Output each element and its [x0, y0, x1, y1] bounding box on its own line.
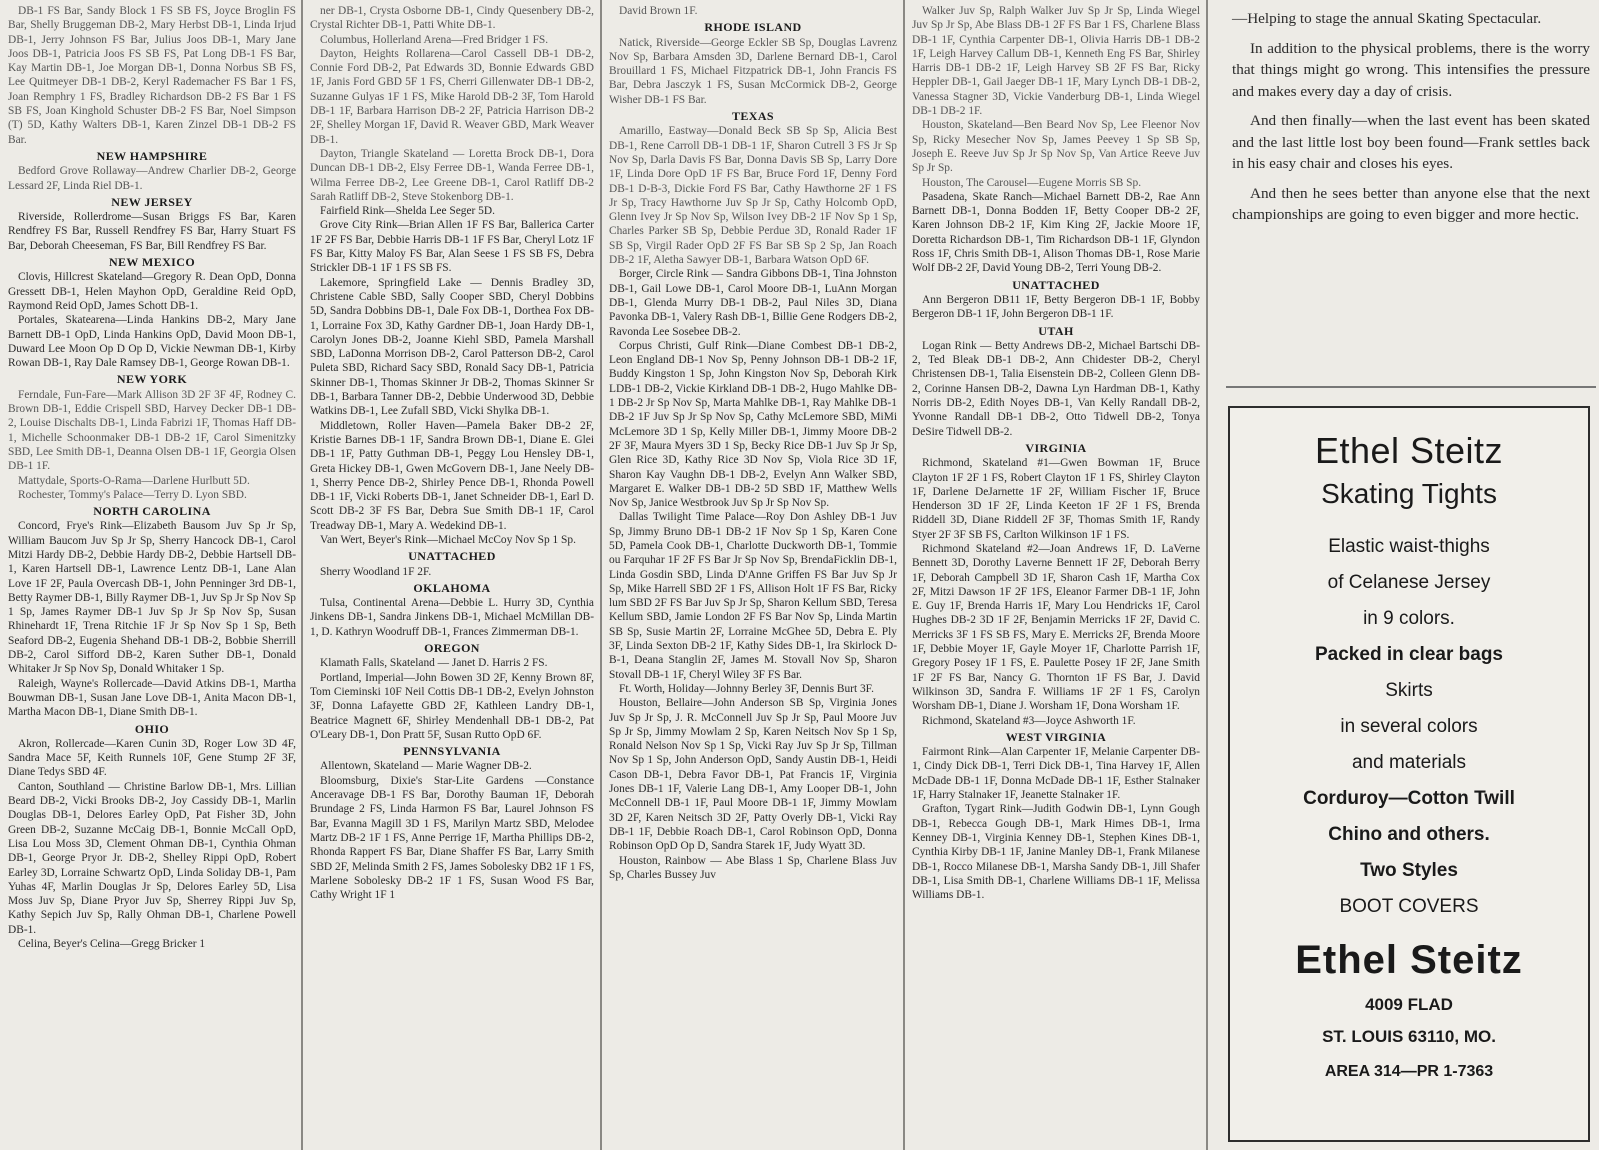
state-heading: NORTH CAROLINA — [93, 504, 211, 519]
rink-results: Logan Rink — Betty Andrews DB-2, Michael Bartschi DB-2, Ted Bleak DB-1 DB-2, Ann Chidester DB-2, Cheryl Christensen DB-1, Talia Eisenstein DB-2, Colleen Glenn DB-2, Corinne Hansen DB-2, Dawna Lyn Hardman DB-1, Kathy Norris DB-2, Edith Noyes DB-1, Van Kelly Randall DB-2, Yvonne Randall DB-1 DB-2, Otto Tidwell DB-2, Tonya DeSire Tidwell DB-2. — [912, 339, 1200, 438]
state-heading: OKLAHOMA — [413, 580, 491, 595]
state-heading: TEXAS — [731, 109, 774, 124]
ad-line: in several colors — [1340, 716, 1478, 737]
state-heading: NEW YORK — [116, 372, 188, 387]
rink-results: Houston, Bellaire—John Anderson SB Sp, Virginia Jones Juv Sp Jr Sp, J. R. McConnell Juv Sp Jr Sp, Paul Moore Juv Sp Jr Sp, Jimmy Mowlam 2 Sp, Karen Neitsch Nov Sp 1 Sp, Ronald Nelson Nov Sp 1 Sp, Vicki Ray Juv Sp Jr Sp, Tillman Nov Sp 1 Sp, John Anderson OpD, Sandy Austin DB-1, Heidi Cason DB-1, Debra Favor DB-1, Pat Francis 1F, Virginia Jones DB-1 1F, Valerie Lang DB-1, Amy Looper DB-1, John McConnell DB-1 1F, Paul Moore DB-1 1F, Jimmy Mowlam 3D 2F, Karen Neitsch 3D 2F, Patty Overly DB-1, Vicki Ray DB-1 1F, Debbie Roach DB-1, Carol Robinson OpD, Donna Robinson OpD Op D, Sandra Starek 1F, Judy Wyatt 3D. — [609, 697, 897, 853]
state-heading: NEW HAMPSHIRE — [96, 148, 208, 163]
ad-line: BOOT COVERS — [1339, 896, 1479, 917]
ad-line: of Celanese Jersey — [1327, 572, 1491, 593]
ad-brand: Ethel Steitz — [1314, 430, 1504, 471]
rink-results: Portales, Skatearena—Linda Hankins DB-2, Mary Jane Barnett DB-1 OpD, Linda Hankins OpD, David Moon DB-1, Duward Lee Moon Op D Op D, Vickie Newman DB-1, Kirby Rowan DB-1, Ray Dale Ramsey DB-1, George Rowan DB-1. — [8, 314, 296, 370]
ad-line: and materials — [1351, 752, 1467, 773]
ad-line: Elastic waist-thighs — [1328, 536, 1490, 557]
ad-line: Skirts — [1385, 680, 1433, 701]
rink-results: Allentown, Skateland — Marie Wagner DB-2. — [320, 760, 532, 773]
rink-results: Sherry Woodland 1F 2F. — [320, 565, 432, 578]
column-rule — [600, 0, 602, 1150]
rink-results: Tulsa, Continental Arena—Debbie L. Hurry 3D, Cynthia Jinkens DB-1, Sandra Jinkens DB-1, Michael McMillan DB-1, D. Kathryn Woodruff DB-1, Frances Zimmerman DB-1. — [310, 597, 594, 638]
state-heading: NEW JERSEY — [111, 194, 193, 209]
rink-results: Grafton, Tygart Rink—Judith Godwin DB-1, Lynn Gough DB-1, Rebecca Gough DB-1, Mark Himes DB-1, Irma Kenney DB-1, Virginia Kenney DB-1, Stephen Kines DB-1, Cynthia Kirby DB-1 1F, Janine Manley DB-1, Frank Milanese DB-1, Rocco Milanese DB-1, Marsha Sandy DB-1, Jill Shafer DB-1, Lisa Smith DB-1, Charlene Williams DB-1 1F, Melissa Williams DB-1. — [912, 803, 1200, 902]
state-heading: NEW MEXICO — [108, 255, 196, 270]
rink-results: Ann Bergeron DB11 1F, Betty Bergeron DB-1 1F, Bobby Bergeron DB-1 1F, John Bergeron DB-1 1F. — [912, 293, 1200, 321]
rink-results: Ferndale, Fun-Fare—Mark Allison 3D 2F 3F 4F, Rodney C. Brown DB-1, Eddie Crispell SBD, Harvey Decker DB-1 DB-2, Louise Dischalts DB-1, Linda Fabrizi 1F, Thomas Haff DB-1, Michelle Schoonmaker DB-1 DB-2 1F, Carol Simenitzky SBD, Lee Smith DB-1, Deanna Olsen DB-1 1F, Georgia Olsen DB-1 1F. — [8, 388, 296, 473]
rink-results: Riverside, Rollerdrome—Susan Briggs FS Bar, Karen Rendfrey FS Bar, Russell Rendfrey FS Bar, Harry Stuart FS Bar, Deborah Cheeseman, FS Bar, Bill Rendfrey FS Bar. — [8, 211, 296, 252]
advertisement — [1228, 406, 1590, 1142]
state-heading: PENNSYLVANIA — [403, 744, 501, 759]
essay-paragraph: —Helping to stage the annual Skating Spectacular. — [1232, 10, 1542, 27]
rink-results: Bloomsburg, Dixie's Star-Lite Gardens —Constance Anceravage DB-1 FS Bar, Dorothy Bauman 1F, Deborah Brundage 2 FS, Linda Harmon FS Bar, Laurel Johnson FS Bar, Evanna Magill 3D 1 FS, Marilyn Martz SBD, Melodee Martz DB-2 1F 1 FS, Anne Perrige 1F, Martha Phillips DB-2, Rhonda Rappert FS Bar, Diane Shaffer FS Bar, Larry Smith SBD 2F, Melinda Smith 2 FS, James Sobolesky DB2 1F 1 FS, Marlene Sobolesky DB-2 1F 1 FS, Susan Wood FS Bar, Cathy Wright 1F 1 — [310, 774, 594, 902]
rink-results: Dayton, Heights Rollarena—Carol Cassell DB-1 DB-2, Connie Ford DB-2, Pat Edwards 3D, Bonnie Edwards GBD 1F, Janis Ford GBD 5F 1 FS, Cherri Gillenwater DB-1 DB-2, Suzanne Gulyas 1F 1 FS, Mike Harold DB-2 3F, Tom Harold DB-1 1F, Barbara Harrison DB-2 2F, Patricia Harrison DB-2 2F, Shelley Morgan 1F, David R. Weaver GBD, Mark Weaver DB-1. — [310, 47, 594, 146]
rink-results: Richmond Skateland #2—Joan Andrews 1F, D. LaVerne Bennett 3D, Dorothy Laverne Bennett 1F 2F, Deborah Berry 1F, Deborah Campbell 3D 1F, Sharon Cash 1F, Martha Cox 2F, Mitzi Dawson 1F 2F 1FS, Eleanor Farmer DB-1 1F, John E. Guy 1F, Brenda Harris 1F, Mary Lou Hendricks 1F, Carol Hughes DB-2 3D 1F 2F, Benjamin Merricks 1F 2F, David C. Merricks 3F 1 FS SB FS, Mary E. Merricks 2F, Brenda Moore 1F, Debbie Moyer 1F, Gayle Moyer 1F, Charlotte Parrish 1F, Gregory Posey 1F 1 FS, E. Paulette Posey 1F 2F, Jane Smith 1F 2F FS Bar, Nancy G. Thornton 1F FS Bar, J. David Wilkinson 3D, Sandra F. Williams 1F 2F 1 FS, Carolyn Worsham DB-1, Diane J. Worsham 1F, Dona Worsham 1F. — [912, 542, 1200, 713]
results-column-4 — [906, 0, 1204, 1150]
rink-results: Dayton, Triangle Skateland — Loretta Brock DB-1, Dora Duncan DB-1 DB-2, Elsy Ferree DB-1, Wanda Ferree DB-1, Wilma Ferree DB-2, Lee Greene DB-1, Carol Ratliff DB-2 Sarah Ratliff DB-2, Steve Stokenborg DB-1. — [310, 147, 594, 203]
rink-results: Klamath Falls, Skateland — Janet D. Harris 2 FS. — [320, 657, 548, 670]
ad-line: Corduroy—Cotton Twill — [1303, 788, 1515, 809]
column-rule — [903, 0, 905, 1150]
state-heading: VIRGINIA — [1025, 440, 1087, 455]
rink-results: Dallas Twilight Time Palace—Roy Don Ashley DB-1 Juv Sp, Jimmy Bruno DB-1 DB-2 1F Nov Sp 1 Sp, Karen Cone 5D, Pamela Cook DB-1, Charlotte Duckworth DB-1, Tommie ou Farquhar 1F 2F FS Bar Jr Sp Nov Sp, BrendaFicklin DB-1, Linda Gosdin SBD, Linda D'Anne Griffen FS Bar Juv Sp Jr Sp, Mike Harrell SBD 2F 1 FS, Allison Holt 1F FS Bar, Ricky lum SBD 2F FS Bar Juv Sp Jr Sp, Sharon Kellum SBD, Teresa Kellum SBD, Jamie London 2F FS Bar Nov Sp, Linda Martin SB Sp, Susie Martin 2F, Lorraine McGhee 5D, Debra E. Ply 3F, Linda Sexton DB-2 1F, Kathy Sides DB-1, Ira Skirlock D-B-1, Deana Stanglin 2F, James M. Stovall Nov Sp, Sharon Stovall DB-1 1F, Cheryl Wiley 3F FS Bar. — [609, 511, 897, 681]
column-rule — [1206, 0, 1208, 1150]
ad-phone: AREA 314—PR 1-7363 — [1324, 1063, 1494, 1080]
rink-results: Mattydale, Sports-O-Rama—Darlene Hurlbutt 5D. — [18, 474, 250, 487]
rink-results: Canton, Southland — Christine Barlow DB-1, Mrs. Lillian Beard DB-2, Vicki Brooks DB-2, Joy Cassidy DB-1, Marlin Douglas DB-1, Delores Earley OpD, Pat Fisher 3D, John Green DB-2, Suzanne McCaig DB-1, Bonnie McCall OpD, Lisa Lou Moss 3D, Clement Ohman DB-1, Cynthia Ohman DB-1, George Pryor Jr. DB-2, Shelley Rippi OpD, Robert Earley 3D, Lorraine Schwartz OpD, Linda Soliday DB-1, Pam Yuhas 4F, Marlin Douglas Jr Sp, Delores Earley 5D, Lisa Moss Juv Sp, Diane Pryor Juv Sp, Sherrey Rippi Juv Sp, Kathy Sepich Juv Sp, Rally Ohman DB-1, Charlene Powell DB-1. — [8, 780, 296, 936]
rink-results: Borger, Circle Rink — Sandra Gibbons DB-1, Tina Johnston DB-1, Gail Lowe DB-1, Carol Moore DB-1, LuAnn Morgan DB-1, Glenda Murry DB-1 DB-2, Paul Niles 3D, Diana Pavonka DB-1, Valery Rash DB-1, Billie Gene Rodgers DB-2, Ravonda Lee Sosebee DB-2. — [609, 268, 897, 338]
ad-address-city: ST. LOUIS 63110, MO. — [1322, 1027, 1496, 1046]
rink-results: Fairfield Rink—Shelda Lee Seger 5D. — [320, 205, 495, 218]
rink-results: Raleigh, Wayne's Rollercade—David Atkins DB-1, Martha Bouwman DB-1, Susan Jane Love DB-1, Anita Macon DB-1, Martha Macon DB-1, Diane Smith DB-1. — [8, 677, 296, 719]
rink-results: Ft. Worth, Holiday—Johnny Berley 3F, Dennis Burt 3F. — [619, 682, 874, 695]
results-column-3 — [603, 0, 901, 1150]
section-divider — [1226, 386, 1596, 388]
rink-results: Bedford Grove Rollaway—Andrew Charlier DB-2, George Lessard 2F, Linda Riel DB-1. — [8, 165, 296, 192]
state-heading: UNATTACHED — [1012, 277, 1100, 292]
rink-results: Celina, Beyer's Celina—Gregg Bricker 1 — [18, 938, 206, 950]
rink-results: Portland, Imperial—John Bowen 3D 2F, Kenny Brown 8F, Tom Cieminski 10F Neil Cottis DB-1 DB-2, Evelyn Johnston 3F, Donna Lafayette GBD 2F, Kathleen Landry DB-1, Beatrice Magnett 6F, Shirley Mendenhall DB-1 DB-2, Pat O'Leary DB-1, Don Pratt 5F, Susan Rutto OpD 6F. — [310, 671, 594, 741]
essay-paragraph: And then finally—when the last event has been skated and the last little lost boy been found—Frank settles back in his easy chair and closes his eyes. — [1232, 112, 1590, 172]
rink-results: Van Wert, Beyer's Rink—Michael McCoy Nov Sp 1 Sp. — [320, 533, 576, 546]
state-heading: UNATTACHED — [408, 549, 496, 564]
rink-results: David Brown 1F. — [619, 5, 698, 17]
state-heading: OREGON — [424, 641, 480, 656]
rink-results: Clovis, Hillcrest Skateland—Gregory R. Dean OpD, Donna Gressett DB-1, Helen Mayhon OpD, Geraldine Reid OpD, Raymond Reid OpD, James Schott DB-1. — [8, 271, 296, 312]
ad-product: Skating Tights — [1321, 478, 1497, 509]
ad-line: in 9 colors. — [1363, 608, 1455, 629]
rink-results: Middletown, Roller Haven—Pamela Baker DB-2 2F, Kristie Barnes DB-1 1F, Sandra Brown DB-1, Diane E. Glei DB-1 1F, Patty Guthman DB-1, Peggy Lou Hensley DB-1, Greta Hickey DB-1, Gwen McGovern DB-1, Jane Neely DB-1, Sherry Pence DB-2, Shirley Pence DB-1, Rhonda Powell DB-1 1F, Vicki Roberts DB-1, Janet Schneider DB-1, Earl D. Scott DB-2 3F FS Bar, Debra Sue Smith DB-1 1F, Carol Treadway DB-1, Mary A. Wedekind DB-1. — [310, 419, 594, 532]
rink-results: Natick, Riverside—George Eckler SB Sp, Douglas Lavrenz Nov Sp, Barbara Amsden 3D, Darlene Bernard DB-1, Carol Brouillard 1 FS, Michael Fitzpatrick DB-1, John Francis FS Bar, Debra Jasczyk 1 FS, Susan McCormick DB-2, George Wisher DB-1 FS Bar. — [609, 36, 897, 106]
ad-brand-footer: Ethel Steitz — [1295, 938, 1523, 982]
rink-results: Pasadena, Skate Ranch—Michael Barnett DB-2, Rae Ann Barnett DB-1, Donna Bodden 1F, Betty Cooper DB-2 2F, Karen Johnson DB-2 1F, Kim King 2F, Jackie Moore 1F, Doretta Richardson DB-1, Tim Richardson DB-1 1F, Glyndon Ross 1F, Chris Smith DB-1, Alison Thomas DB-1, Rose Marie Wolf DB-2 2F, David Young DB-2, Terri Young DB-2. — [912, 190, 1200, 275]
column-rule — [301, 0, 303, 1150]
rink-results: Grove City Rink—Brian Allen 1F FS Bar, Ballerica Carter 1F 2F FS Bar, Debbie Harris DB-1 1F FS Bar, Cheryl Lotz 1F FS Bar, Kitty Maloy FS Bar, Alan Seese 1 FS SB FS, Debra Strickler DB-1 1F 1 FS SB FS. — [310, 219, 594, 275]
state-heading: RHODE ISLAND — [704, 20, 802, 35]
rink-results: Lakemore, Springfield Lake — Dennis Bradley 3D, Christene Cable SBD, Sally Cooper SBD, Cheryl Dobbins 5D, Sandra Dobbins DB-1, Dale Fox DB-1, Dorthea Fox DB-1, Lorraine Fox 3D, Kathy Gardner DB-1, Joan Hardy DB-1, Carolyn Jones DB-2, Joanne Kiehl SBD, Pamela Marshall SBD, LaDonna Morrison DB-2, Carol Patterson DB-2, Carol Puleta SBD, Richard Sacy SBD, Ronald Sacy DB-1, Patricia Skinner DB-1, Thomas Skinner Jr DB-2, Thomas Skinner Sr DB-1, Barbara Tanner DB-2, Debbie Underwood 3D, Debbie Watkins DB-1, Lee Zufall SBD, Vicki Shylka DB-1. — [310, 276, 594, 418]
rink-results: Concord, Frye's Rink—Elizabeth Bausom Juv Sp Jr Sp, William Baucom Juv Sp Jr Sp, Sherry Hancock DB-1, Carol Mitzi Hardy DB-2, Debbie Hardy DB-2, Debbie Hartsell DB-1, Karen Hartsell DB-1, Lawrence Lentz DB-1, Lane Alan Love 1F 2F, Paula Overcash DB-1, John Penninger 3rd DB-1, Betty Raymer DB-1, Billy Raymer DB-1, Juv Sp Jr Sp Nov Sp 1 Sp, James Raymer DB-1 Juv Sp Jr Sp Nov Sp, Susan Rhinehardt 1F, Trena Ritchie 1F Jr Sp Nov Sp 1 Sp, Beth Seaford DB-2, Eugenia Shehand DB-1 DB-2, Bobbie Sherrill DB-2, Carol Sifford DB-2, Karen Suther DB-1, Donald Whitaker Jr Sp Nov Sp, Donald Whitaker 1 Sp. — [8, 520, 296, 676]
rink-results: ner DB-1, Crysta Osborne DB-1, Cindy Quesenbery DB-2, Crystal Richter DB-1, Patti White DB-1. — [310, 5, 594, 32]
ad-address-street: 4009 FLAD — [1365, 995, 1453, 1014]
results-column-2 — [304, 0, 598, 1150]
rink-results: Corpus Christi, Gulf Rink—Diane Combest DB-1 DB-2, Leon England DB-1 Nov Sp, Penny Johnson DB-1 DB-2 1F, Buddy Kingston 1 Sp, John Kingston Nov Sp, Deborah Kirk LDB-1 DB-2, Vickie Kirkland DB-1 DB-2, Hugo Mahlke DB-1 DB-2 Jr Sp Nov Sp, Marta Mahlke DB-1, Ray Mahlke DB-1 DB-2 1F Juv Sp Jr Sp Nov Sp, Cathy McLemore SBD, MiMi McLemore 3D 1 Sp, Kelly Miller DB-1, Jimmy Moore DB-2 2F 3F, Maura Myers 3D 1 Sp, Becky Rice DB-1 Juv Sp Jr Sp, Glen Rice 3D, Kathy Rice 3D Nov Sp, Viola Rice 3D 1F, Sharon Kay Vaughn DB-1 DB-2, Evelyn Ann Walker SBD, Margaret E. Walker DB-1 DB-2 5D SBD 1F, Matthew Wells Nov Sp, Janice Westbrook Juv Sp Jr Sp Nov Sp. — [609, 339, 897, 510]
rink-results: Richmond, Skateland #1—Gwen Bowman 1F, Bruce Clayton 1F 2F 1 FS, Robert Clayton 1F 1 FS, Shirley Clayton 1F, Darlene DeJarnette 1F 2F, William Fischer 1F, Bruce Henderson 3D 1F 2F, Linda Keeton 1F 2F 1 FS, Brenda Riddell 3D, Diane Riddell 2F 3F, Thomas Smith 1F, Randy Styer 2F 3F SB FS, Carlton Wilkinson 1F 1 FS. — [912, 457, 1200, 541]
state-heading: WEST VIRGINIA — [1005, 729, 1107, 744]
rink-results: Akron, Rollercade—Karen Cunin 3D, Roger Low 3D 4F, Sandra Mace 5F, Keith Runnels 10F, Gene Stump 2F 3F, Diane Tedys SBD 4F. — [8, 737, 296, 779]
rink-results: Houston, Skateland—Ben Beard Nov Sp, Lee Fleenor Nov Sp, Ricky Mesecher Nov Sp, James Peevey 1 Sp SB Sp, Joseph E. Reeve Juv Sp Jr Sp Nov Sp, Van Artice Reeve Juv Sp Jr Sp. — [912, 119, 1200, 175]
rink-results: Columbus, Hollerland Arena—Fred Bridger 1 FS. — [320, 33, 549, 46]
essay-paragraph: And then he sees better than anyone else that the next championships are going to even bigger and more hectic. — [1232, 184, 1590, 223]
rink-results: Fairmont Rink—Alan Carpenter 1F, Melanie Carpenter DB-1, Cindy Dick DB-1, Terri Dick DB-1, Tina Harvey 1F, Allen McDade DB-1 1F, Donna McDade DB-1 1F, Esther Stalnaker 1F, Harry Stalnaker 1F, Jeanette Stalnaker 1F. — [912, 746, 1200, 802]
ad-line: Packed in clear bags — [1315, 644, 1503, 665]
ad-line: Two Styles — [1360, 860, 1458, 881]
feature-article-ending — [1232, 8, 1590, 234]
ad-line: Chino and others. — [1328, 824, 1490, 845]
results-column-1 — [2, 0, 300, 1150]
essay-paragraph: In addition to the physical problems, there is the worry that things might go wrong. This intensifies the pressure and makes every day a day of crisis. — [1232, 39, 1590, 100]
rink-results: DB-1 FS Bar, Sandy Block 1 FS SB FS, Joyce Broglin FS Bar, Shelly Bruggeman DB-2, Mary Herbst DB-1, Linda Irjud DB-1, Jerry Johnson FS Bar, Julius Joos DB-1, Mary Jane Joos DB-1, Patricia Joos FS SB FS, Pat Long DB-1 FS Bar, Kay Martin DB-1, Joe Morgan DB-1, Donna Norbus SB FS, Lee Quitmeyer DB-1 DB-2, Keryl Rademacher FS Bar 1 FS, Joan Remphry 1 FS, Bradley Richardson DB-2 FS Bar 1 FS SB FS, Joan Kinghold Schuster DB-2 FS Bar, Noel Simpson (T) 5D, Kathy Walters DB-1, Karen Zinzel DB-1 DB-2 FS Bar. — [8, 5, 296, 146]
rink-results: Walker Juv Sp, Ralph Walker Juv Sp Jr Sp, Linda Wiegel Juv Sp Jr Sp, Abe Blass DB-1 2F FS Bar 1 FS, Charlene Blass DB-1 1F, Cynthia Carpenter DB-1, Olivia Harris DB-1 DB-2 1F, Leigh Harvey Callum DB-1, Kenneth Eng FS Bar, Shirley Harris DB-1 DB-2 1F, Leigh Harvey SB 2F FS Bar, Ricky Heppler DB-1, Gail Jaeger DB-1 1F, Mary Lynch DB-1 DB-2, Vanessa Stagner 3D, Vickie Vanderburg DB-1, Linda Wiegel DB-1 DB-2 1F. — [912, 5, 1200, 118]
rink-results: Houston, Rainbow — Abe Blass 1 Sp, Charlene Blass Juv Sp, Charles Bussey Juv — [609, 854, 897, 881]
rink-results: Houston, The Carousel—Eugene Morris SB Sp. — [922, 176, 1142, 189]
rink-results: Rochester, Tommy's Palace—Terry D. Lyon SBD. — [18, 488, 247, 501]
state-heading: UTAH — [1038, 323, 1074, 338]
state-heading: OHIO — [134, 721, 170, 736]
rink-results: Amarillo, Eastway—Donald Beck SB Sp Sp, Alicia Best DB-1, Rene Carroll DB-1 DB-1 1F, Sharon Cutrell 3 FS Jr Sp Nov Sp, Darla Davis FS Bar, Donna Davis SB Sp, Larry Dore 1F, Linda Dore OpD 1F FS Bar, Bruce Ford 1F, Denny Ford DB-1 D-B-3, Dickie Ford FS Bar, Cathy Hawthorne 2F 1 FS Jr Sp, Tracy Hawthorne Juv Sp Jr Sp, Cathy Holcomb OpD, Glenn Ivey Jr Sp Nov Sp, Wilson Ivey DB-2 1F Nov Sp 1 Sp, Charles Parker SB Sp, Debbie Perdue 3D, Ronald Rader 1F SB Sp, Virgil Rader OpD 2F FS Bar SB Sp 2 Sp, Jan Roach DB-2 1F, Aletha Sawyer DB-1, Barbara Watson OpD 6F. — [609, 125, 897, 267]
rink-results: Richmond, Skateland #3—Joyce Ashworth 1F. — [922, 714, 1136, 727]
